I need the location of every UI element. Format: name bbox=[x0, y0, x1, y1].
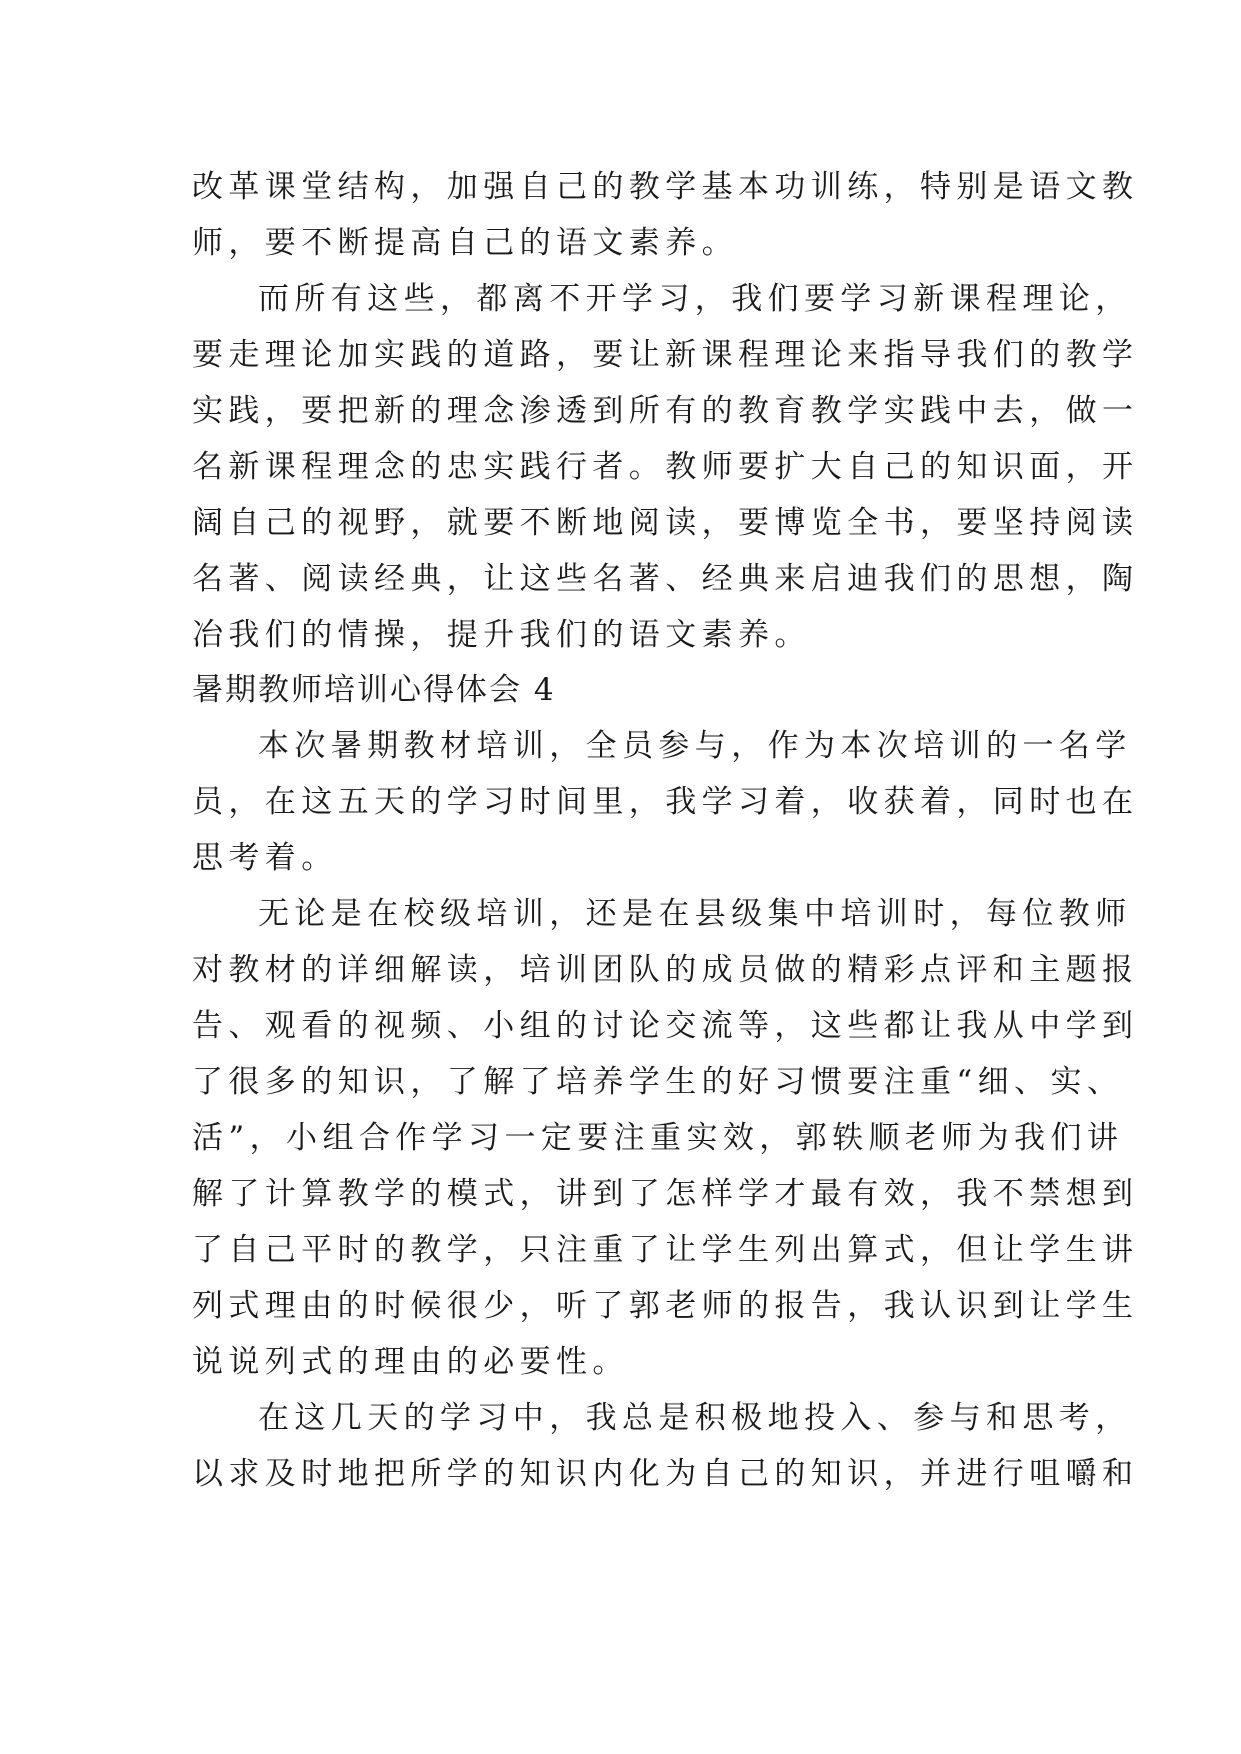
body-text-line: 阔自己的视野，就要不断地阅读，要博览全书，要坚持阅读 bbox=[192, 505, 1139, 541]
body-text-line: 以求及时地把所学的知识内化为自己的知识，并进行咀嚼和 bbox=[192, 1456, 1139, 1492]
body-text-line: 在这几天的学习中，我总是积极地投入、参与和思考， bbox=[258, 1400, 1132, 1436]
body-text-line: 思考着。 bbox=[192, 840, 338, 876]
body-text-line: 对教材的详细解读，培训团队的成员做的精彩点评和主题报 bbox=[192, 952, 1139, 988]
body-text-line: 解了计算教学的模式，讲到了怎样学才最有效，我不禁想到 bbox=[192, 1176, 1139, 1212]
body-text-line: 无论是在校级培训，还是在县级集中培训时，每位教师 bbox=[258, 896, 1132, 932]
body-text-line: 本次暑期教材培训，全员参与，作为本次培训的一名学 bbox=[258, 728, 1132, 764]
body-text-line: 员，在这五天的学习时间里，我学习着，收获着，同时也在 bbox=[192, 784, 1139, 820]
body-text-line: 了很多的知识，了解了培养学生的好习惯要注重“细、实、 bbox=[192, 1064, 1124, 1100]
body-text-line: 说说列式的理由的必要性。 bbox=[192, 1344, 629, 1380]
body-text-line: 改革课堂结构，加强自己的教学基本功训练，特别是语文教 bbox=[192, 169, 1139, 205]
body-text-line: 冶我们的情操，提升我们的语文素养。 bbox=[192, 617, 811, 653]
body-text-line: 了自己平时的教学，只注重了让学生列出算式，但让学生讲 bbox=[192, 1232, 1139, 1268]
body-text-line: 实践，要把新的理念渗透到所有的教育教学实践中去，做一 bbox=[192, 393, 1139, 429]
body-text-line: 名新课程理念的忠实践行者。教师要扩大自己的知识面，开 bbox=[192, 449, 1139, 485]
body-text-line: 而所有这些，都离不开学习，我们要学习新课程理论， bbox=[258, 281, 1132, 317]
body-text-line: 活”，小组合作学习一定要注重实效，郭轶顺老师为我们讲 bbox=[192, 1120, 1124, 1156]
section-heading: 暑期教师培训心得体会 4 bbox=[192, 672, 556, 708]
body-text-line: 告、观看的视频、小组的讨论交流等，这些都让我从中学到 bbox=[192, 1008, 1139, 1044]
body-text-line: 名著、阅读经典，让这些名著、经典来启迪我们的思想，陶 bbox=[192, 561, 1139, 597]
body-text-line: 师，要不断提高自己的语文素养。 bbox=[192, 225, 738, 261]
body-text-line: 要走理论加实践的道路，要让新课程理论来指导我们的教学 bbox=[192, 337, 1139, 373]
body-text-line: 列式理由的时候很少，听了郭老师的报告，我认识到让学生 bbox=[192, 1288, 1139, 1324]
